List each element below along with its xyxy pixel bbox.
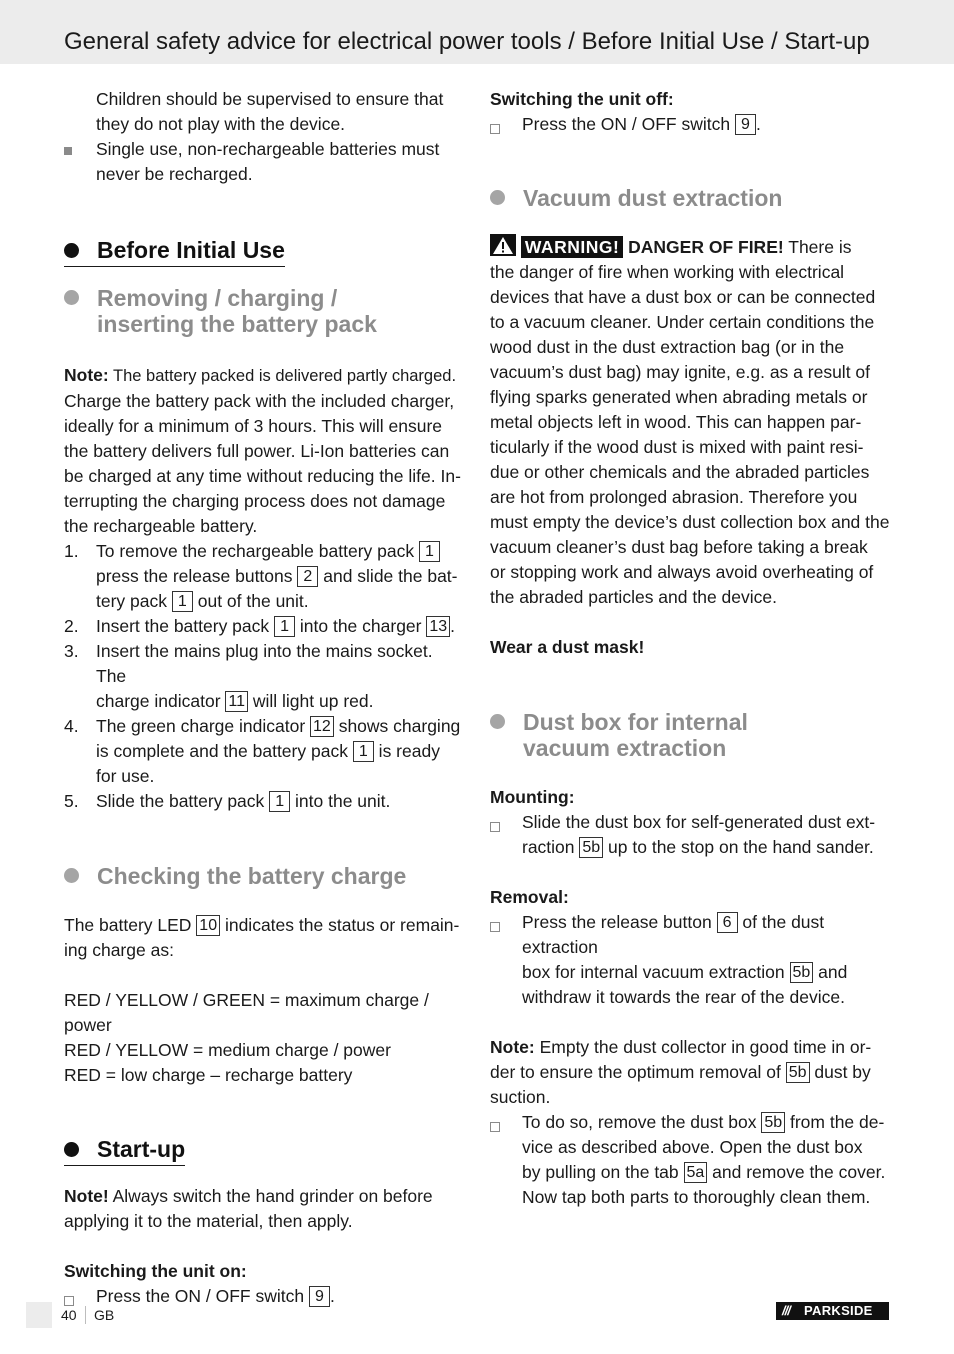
step-number: 3. (64, 641, 79, 661)
heading-removing-battery (64, 285, 466, 337)
bullet-dot-icon (64, 1142, 79, 1157)
mounting-title: Mounting: (490, 787, 575, 807)
part-ref: 5b (790, 962, 814, 983)
note-text: terrupting the charging process does not damage (64, 491, 446, 511)
bullet-item-switch-off (490, 112, 892, 137)
part-ref: 11 (225, 691, 248, 712)
heading-before-initial-use (64, 236, 285, 267)
bullet-text: Press the release button (522, 912, 717, 932)
part-ref: 5b (579, 837, 603, 858)
warning-text: must empty the device’s dust collection box and the (490, 512, 890, 532)
note-text: ideally for a minimum of 3 hours. This will ensure (64, 416, 443, 436)
heading-checking-battery (64, 863, 466, 889)
warning-text: the abraded particles and the device. (490, 587, 777, 607)
note-text: dust by (809, 1062, 871, 1082)
bullet-text: Press the ON / OFF switch (522, 114, 735, 134)
bullet-text: Slide the dust box for self-generated dust ext- (522, 812, 876, 832)
step-text: Insert the mains plug into the mains socket. The (96, 641, 433, 686)
note-label: Note! (64, 1186, 109, 1206)
heading-text: inserting the battery pack (97, 311, 377, 337)
note-label: Note: (64, 365, 109, 385)
note-text: Charge the battery pack with the included charger, (64, 391, 455, 411)
note-text: Empty the dust collector in good time in or- (534, 1037, 872, 1057)
step-text: charge indicator (96, 691, 226, 711)
warning-text: are hot from prolonged abrasion. Therefore you (490, 487, 858, 507)
bullet-text: To do so, remove the dust box (522, 1112, 762, 1132)
part-ref: 2 (297, 566, 318, 587)
bullet-item-cleaning (490, 1110, 892, 1210)
step-3 (64, 639, 466, 714)
bullet-dot-icon (64, 868, 79, 883)
part-ref: 1 (172, 591, 193, 612)
note-text: the rechargeable battery. (64, 516, 258, 536)
part-ref: 5a (684, 1162, 708, 1183)
step-number: 5. (64, 791, 79, 811)
part-ref: 1 (274, 616, 295, 637)
heading-dust-box (490, 709, 892, 761)
children-text-line: Children should be supervised to ensure that (96, 89, 444, 109)
step-2 (64, 614, 466, 639)
bullet-dot-icon (64, 290, 79, 305)
bullet-dot-icon (490, 190, 505, 205)
heading-text: Before Initial Use (97, 237, 285, 263)
heading-start-up (64, 1135, 185, 1166)
step-text: Insert the battery pack (96, 616, 275, 636)
heading-text: Vacuum dust extraction (523, 185, 783, 211)
removal-title: Removal: (490, 887, 569, 907)
step-text: press the release buttons (96, 566, 298, 586)
step-text: is complete and the battery pack (96, 741, 353, 761)
part-ref: 12 (310, 716, 334, 737)
warning-text: ticularly if the wood dust is mixed with paint resi- (490, 437, 864, 457)
note-paragraph (64, 363, 466, 539)
heading-text: vacuum extraction (523, 735, 727, 761)
warning-text: There is (783, 237, 852, 257)
step-text: out of the unit. (192, 591, 309, 611)
heading-text: Dust box for internal (523, 709, 748, 735)
warning-text: metal objects left in wood. This can happen par- (490, 412, 862, 432)
dust-mask-warning: Wear a dust mask! (490, 637, 645, 657)
warning-paragraph (490, 234, 892, 610)
warning-text: or stopping work and always avoid overheating of (490, 562, 874, 582)
warning-text: to a vacuum cleaner. Under certain conditions the (490, 312, 875, 332)
note-text: The battery packed is delivered partly charged. (108, 367, 457, 385)
logo-brand-text: PARKSIDE (804, 1303, 873, 1318)
note-text: be charged at any time without reducing the life. In- (64, 466, 461, 486)
bullet-item-removal (490, 910, 892, 1010)
step-text: To remove the rechargeable battery pack (96, 541, 419, 561)
led-status-low: RED = low charge – recharge battery (64, 1065, 353, 1085)
led-text: The battery LED (64, 915, 197, 935)
part-ref: 1 (269, 791, 290, 812)
warning-label: WARNING! (521, 236, 623, 258)
left-column (64, 87, 466, 1309)
language-code: GB (94, 1307, 115, 1323)
warning-text: devices that have a dust box or can be connected (490, 287, 876, 307)
step-text: into the charger (295, 616, 427, 636)
bullet-item-switch-on (64, 1284, 466, 1309)
danger-of-fire-label: DANGER OF FIRE! (623, 237, 784, 257)
switch-off-title: Switching the unit off: (490, 89, 674, 109)
step-text: into the unit. (290, 791, 391, 811)
parkside-logo (776, 1302, 889, 1320)
bullet-item-mounting (490, 810, 892, 860)
bullet-text: . (329, 1286, 335, 1306)
part-ref: 13 (426, 616, 450, 637)
led-status-medium: RED / YELLOW = medium charge / power (64, 1040, 391, 1060)
step-4 (64, 714, 466, 789)
warning-text: the danger of fire when working with electrical (490, 262, 845, 282)
step-text: Slide the battery pack (96, 791, 270, 811)
led-text: ing charge as: (64, 940, 174, 960)
part-ref: 1 (419, 541, 440, 562)
step-number: 2. (64, 616, 79, 636)
step-number: 1. (64, 541, 79, 561)
step-text: . (450, 616, 456, 636)
bullet-text: by pulling on the tab (522, 1162, 684, 1182)
part-ref: 6 (717, 912, 738, 933)
note-label: Note: (490, 1037, 535, 1057)
bullet-text: Press the ON / OFF switch (96, 1286, 309, 1306)
page-title: General safety advice for electrical power tools / Before Initial Use / Start-up (64, 28, 870, 55)
bullet-dot-icon (490, 714, 505, 729)
bullet-text: withdraw it towards the rear of the device. (522, 987, 845, 1007)
bullet-text: and remove the cover. (707, 1162, 886, 1182)
heading-vacuum-extraction (490, 185, 892, 211)
bullet-text: and (813, 962, 848, 982)
warning-text: vacuum’s dust bag) may ignite, e.g. as a result of (490, 362, 871, 382)
step-text: shows charging (333, 716, 461, 736)
note-text: suction. (490, 1087, 551, 1107)
bullet-text: . (755, 114, 761, 134)
step-text: and slide the bat- (318, 566, 458, 586)
note-text: der to ensure the optimum removal of (490, 1062, 786, 1082)
part-ref: 5b (786, 1062, 810, 1083)
part-ref: 9 (735, 114, 756, 135)
page-number: 40 (61, 1307, 77, 1323)
footer-marker (26, 1302, 52, 1328)
led-status-max: RED / YELLOW / GREEN = maximum charge / power (64, 990, 429, 1035)
step-5 (64, 789, 466, 814)
footer-divider (85, 1306, 86, 1324)
bullet-text: never be recharged. (96, 164, 253, 184)
warning-text: due or other chemicals and the abraded particles (490, 462, 870, 482)
bullet-dot-icon (64, 243, 79, 258)
step-number: 4. (64, 716, 79, 736)
led-text: indicates the status or remain- (220, 915, 460, 935)
step-text: will light up red. (248, 691, 374, 711)
warning-triangle-icon (490, 234, 516, 256)
heading-text: Checking the battery charge (97, 863, 407, 889)
logo-stripes: /// (782, 1303, 790, 1318)
note-text: the battery delivers full power. Li-Ion batteries can (64, 441, 450, 461)
part-ref: 9 (309, 1286, 330, 1307)
bullet-text: Now tap both parts to thoroughly clean them. (522, 1187, 871, 1207)
bullet-text: Single use, non-rechargeable batteries must (96, 139, 440, 159)
step-text: for use. (96, 766, 155, 786)
part-ref: 1 (353, 741, 374, 762)
note-text: Always switch the hand grinder on before (108, 1186, 433, 1206)
bullet-item-batteries (64, 137, 466, 187)
warning-text: wood dust in the dust extraction bag (or in the (490, 337, 845, 357)
heading-text: Removing / charging / (97, 285, 338, 311)
bullet-text: vice as described above. Open the dust box (522, 1137, 863, 1157)
warning-text: flying sparks generated when abrading metals or (490, 387, 868, 407)
part-ref: 5b (761, 1112, 785, 1133)
heading-text: Start-up (97, 1136, 186, 1162)
switch-on-title: Switching the unit on: (64, 1261, 247, 1281)
right-column (490, 87, 892, 1210)
step-text: The green charge indicator (96, 716, 311, 736)
note-text: applying it to the material, then apply. (64, 1211, 353, 1231)
header-bar (0, 0, 954, 64)
bullet-text: box for internal vacuum extraction (522, 962, 790, 982)
bullet-text: from the de- (785, 1112, 885, 1132)
step-text: tery pack (96, 591, 172, 611)
step-1 (64, 539, 466, 614)
bullet-text: up to the stop on the hand sander. (603, 837, 874, 857)
step-text: is ready (373, 741, 440, 761)
part-ref: 10 (196, 915, 220, 936)
bullet-text: of the dust extraction (522, 912, 825, 957)
children-text-line: they do not play with the device. (96, 114, 346, 134)
warning-text: vacuum cleaner’s dust bag before taking a break (490, 537, 868, 557)
bullet-text: raction (522, 837, 580, 857)
